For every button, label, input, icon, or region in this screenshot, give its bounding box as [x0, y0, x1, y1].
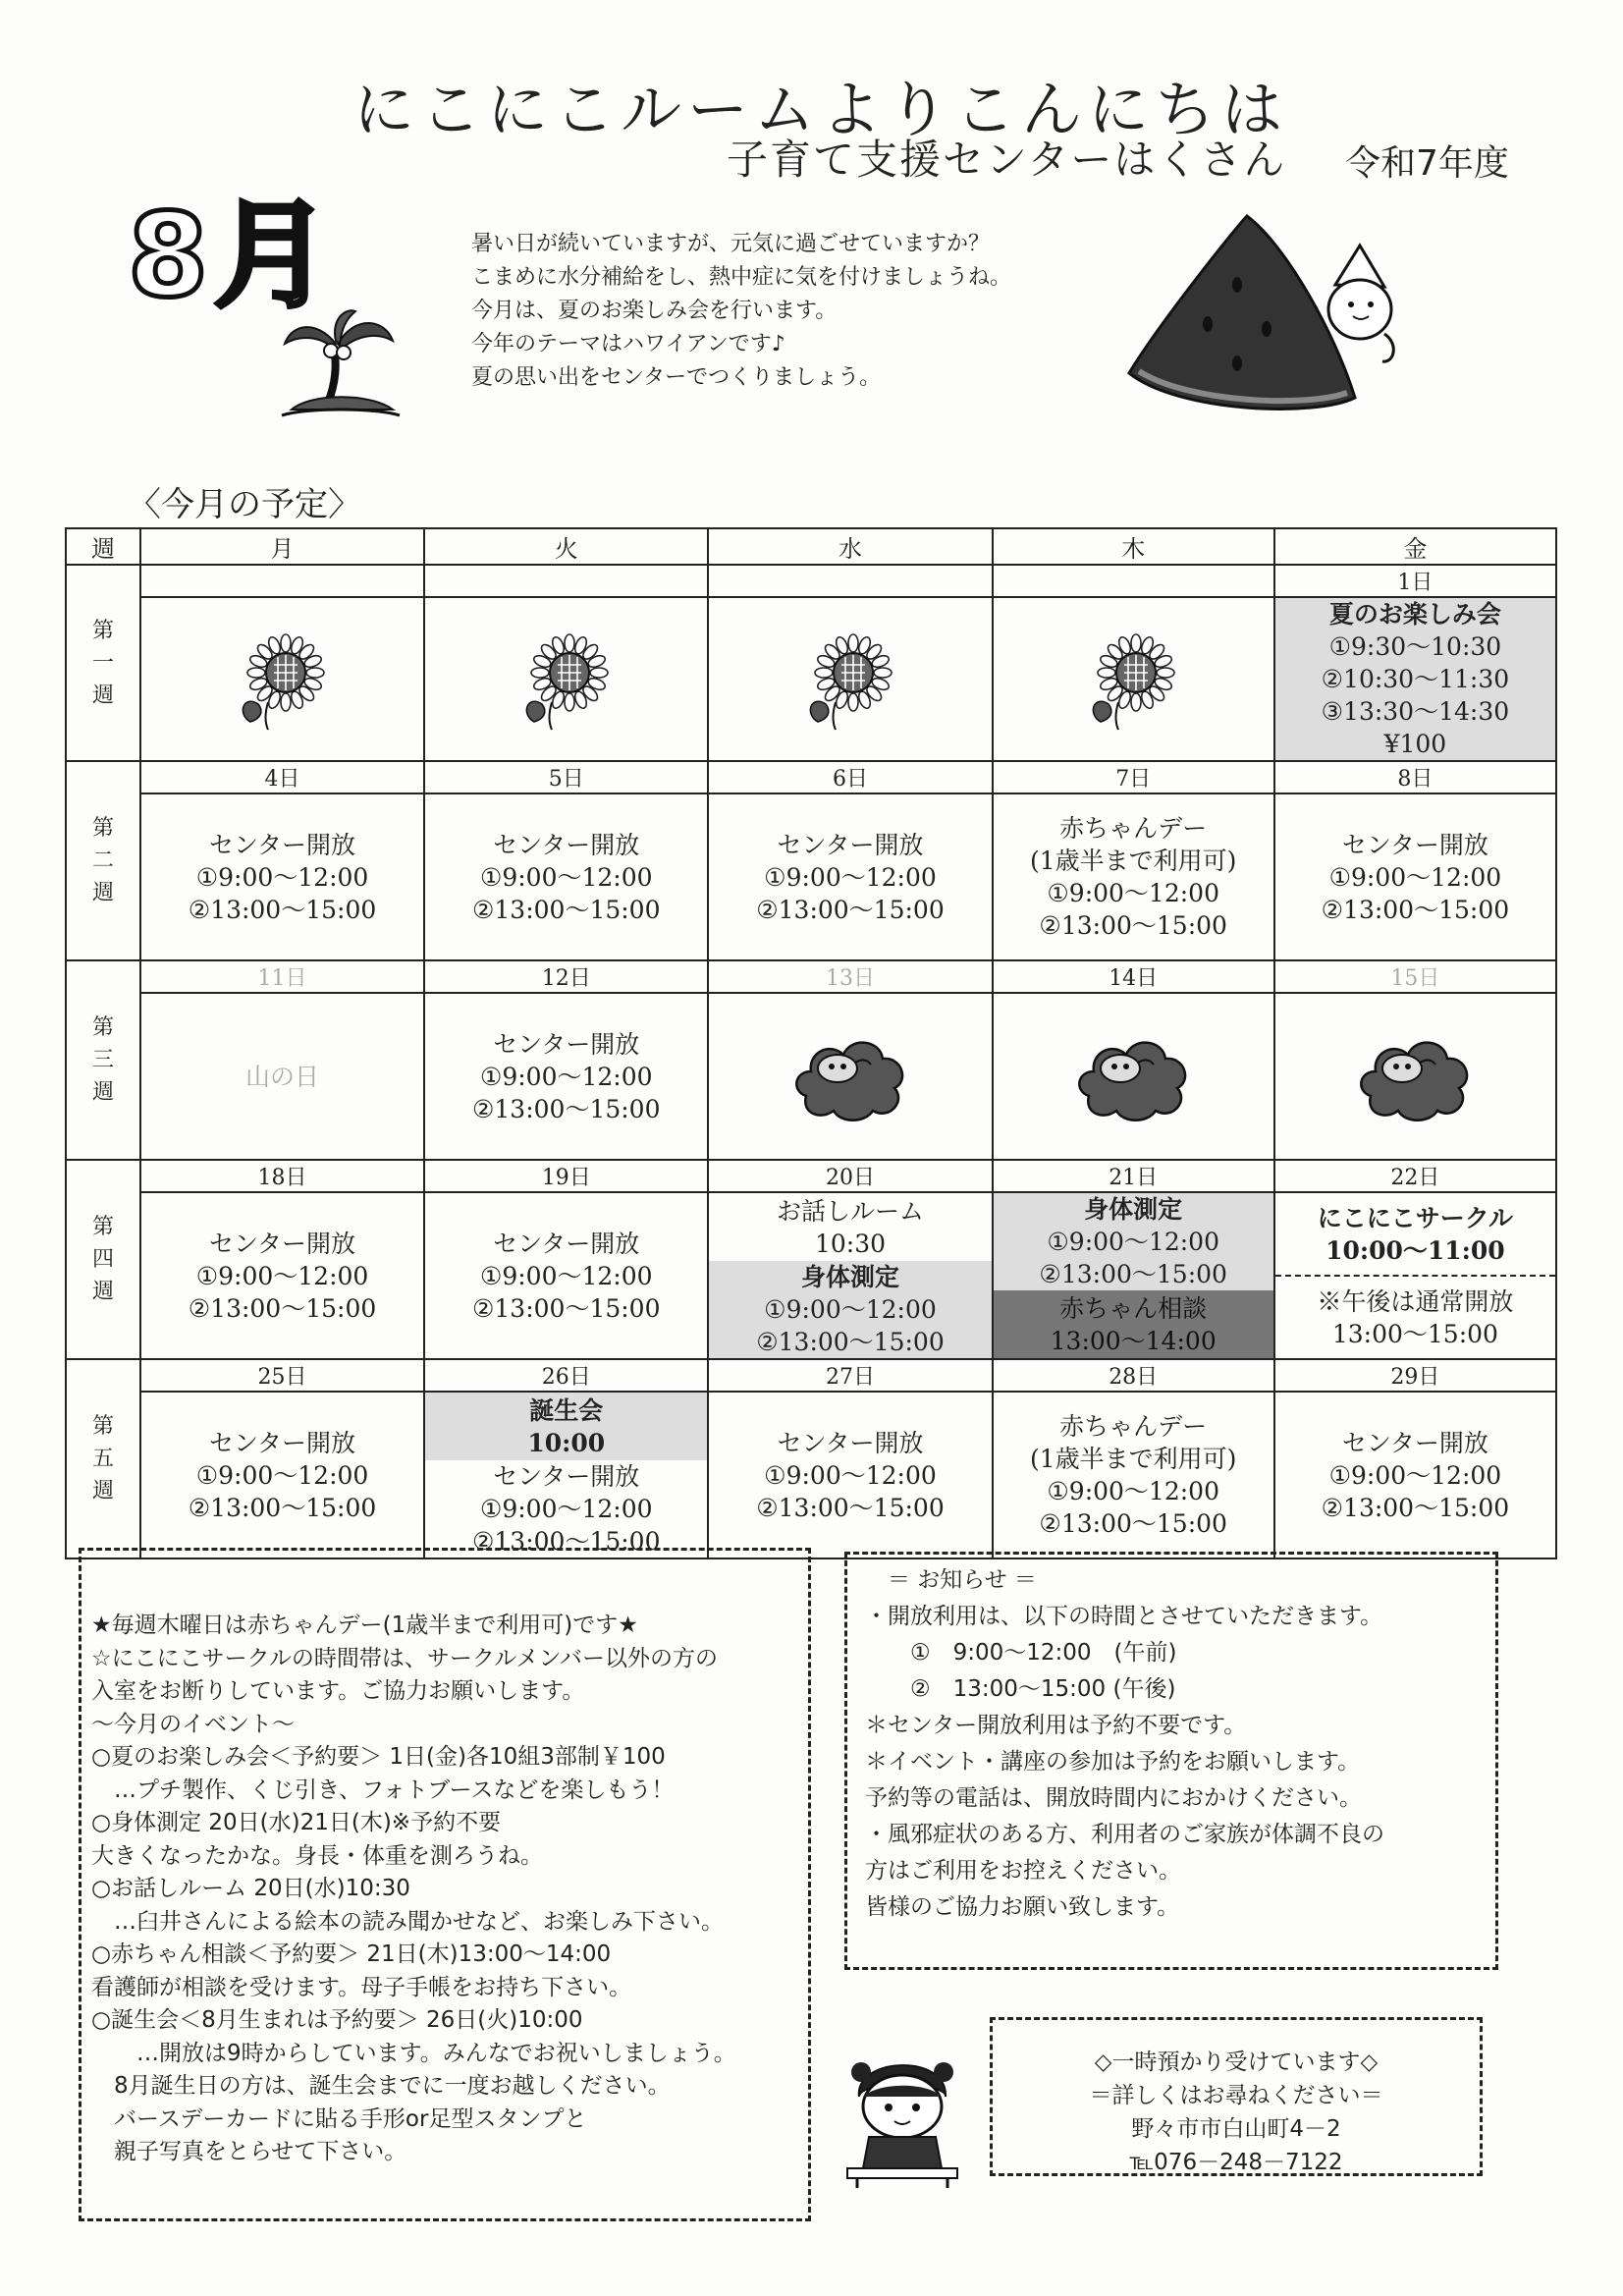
event-line: センター開放 [777, 1428, 924, 1457]
day-cell [140, 597, 424, 761]
intro-line: 今年のテーマはハワイアンです♪ [471, 332, 785, 356]
palm-island-icon [277, 300, 405, 427]
date-cell: 1日 [1274, 565, 1556, 597]
event-line: ①9:00～12:00 [195, 1460, 369, 1490]
note-line: ○お話しルーム 20日(水)10:30 [91, 1876, 410, 1901]
note-line: バースデーカードに貼る手形or足型スタンプと [91, 2105, 587, 2132]
event-line: センター開放 [493, 830, 640, 859]
date-cell: 15日 [1274, 960, 1556, 993]
week-label [66, 960, 140, 1160]
event-line: ②13:00～15:00 [756, 1493, 945, 1522]
day-cell-content [994, 1193, 1273, 1358]
bee-cloud-icon [786, 1027, 914, 1125]
day-cell [424, 1192, 708, 1359]
column-header-wed: 水 [708, 528, 992, 565]
event-block [1275, 1275, 1555, 1358]
week-label-char: 週 [91, 881, 114, 905]
date-cell [993, 565, 1274, 597]
event-line: ②13:00～15:00 [1321, 1493, 1510, 1522]
announcement-line: 予約等の電話は、開放時間内におかけください。 [865, 1785, 1362, 1811]
event-line: ②13:00～15:00 [756, 895, 945, 924]
note-line: ☆にこにこサークルの時間帯は、サークルメンバー以外の方の [91, 1645, 718, 1671]
day-cell [140, 793, 424, 960]
event-line: センター開放 [209, 1229, 356, 1258]
day-cell [993, 793, 1274, 960]
event-block [425, 1393, 707, 1460]
announcements [844, 1552, 1498, 1970]
calendar-date-row [66, 1160, 1556, 1192]
date-cell [708, 565, 992, 597]
note-line: 親子写真をとらせて下さい。 [91, 2139, 407, 2164]
day-cell [1274, 1192, 1556, 1359]
event-line: センター開放 [493, 1029, 640, 1059]
day-cell [708, 1192, 992, 1359]
day-cell [993, 993, 1274, 1160]
note-line: ○赤ちゃん相談＜予約要＞ 21日(木)13:00～14:00 [91, 1941, 612, 1967]
event-line: 10:00 [527, 1428, 606, 1457]
date-cell: 28日 [993, 1359, 1274, 1392]
event-block [709, 1193, 991, 1261]
event-line: 夏のお楽しみ会 [1328, 600, 1501, 629]
event-line: センター開放 [209, 830, 356, 859]
date-cell: 25日 [140, 1359, 424, 1392]
week-label-char: 一 [91, 650, 114, 676]
calendar-event-row [66, 993, 1556, 1160]
note-line: ～今月のイベント～ [91, 1711, 295, 1737]
event-line: ①9:00～12:00 [479, 1495, 653, 1523]
announcement-line: ＊センター開放利用は予約不要です。 [865, 1713, 1247, 1738]
event-line: ②13:00～15:00 [188, 1293, 377, 1323]
calendar-date-row [66, 960, 1556, 993]
event-line: センター開放 [209, 1428, 356, 1457]
temporary-childcare-box [990, 2017, 1483, 2176]
date-cell: 12日 [424, 960, 708, 993]
event-line: ①9:00～12:00 [479, 862, 653, 892]
column-header-fri: 金 [1274, 528, 1556, 565]
day-cell [708, 1392, 992, 1558]
week-label-char: 三 [91, 1048, 114, 1072]
event-line: 赤ちゃんデー [1059, 814, 1208, 843]
event-line: ①9:00～12:00 [195, 862, 369, 892]
event-block [994, 1290, 1273, 1358]
event-line: ※午後は通常開放 [1317, 1286, 1514, 1316]
note-line: …臼井さんによる絵本の読み聞かせなど、お楽しみ下さい。 [91, 1908, 724, 1935]
intro-message [471, 228, 1011, 395]
calendar-event-row [66, 793, 1556, 960]
center-name: 子育て支援センターはくさん [727, 136, 1287, 184]
childcare-line: ＝詳しくはお尋ねください＝ [1089, 2083, 1383, 2108]
column-header-week: 週 [66, 528, 140, 565]
week-label-char: 週 [91, 1080, 114, 1105]
childcare-phone: ℡076－248－7122 [1129, 2150, 1343, 2175]
day-cell [1274, 993, 1556, 1160]
date-cell: 26日 [424, 1359, 708, 1392]
date-cell: 8日 [1274, 761, 1556, 793]
calendar-header-row [66, 528, 1556, 565]
date-cell [140, 565, 424, 597]
sunflower-icon [513, 626, 621, 734]
event-line: ②13:00～15:00 [188, 1493, 377, 1522]
day-cell [424, 993, 708, 1160]
day-cell-content [1275, 1193, 1555, 1358]
day-cell [993, 597, 1274, 761]
events-notes [79, 1548, 811, 2221]
event-line: センター開放 [1341, 1428, 1488, 1457]
bee-cloud-icon [1069, 1027, 1197, 1125]
event-line: ③13:30～14:30 [1321, 697, 1510, 726]
event-line: センター開放 [777, 830, 924, 859]
week-label-char: 第 [91, 1215, 114, 1239]
intro-line: 今月は、夏のお楽しみ会を行います。 [471, 299, 838, 323]
event-line: にこにこサークル [1317, 1203, 1514, 1232]
note-line: …プチ製作、くじ引き、フォトブースなどを楽しもう！ [91, 1777, 675, 1803]
event-line: ②13:00～15:00 [1039, 911, 1227, 940]
event-line: ¥100 [1383, 730, 1447, 758]
event-line: ②13:00～15:00 [1039, 1509, 1227, 1538]
month-label: 8月 [128, 188, 337, 323]
event-line: ②13:00～15:00 [471, 1527, 661, 1556]
event-line: ①9:00～12:00 [195, 1261, 369, 1290]
event-line: ②13:00～15:00 [756, 1328, 945, 1356]
announcement-line: ・開放利用は、以下の時間とさせていただきます。 [865, 1604, 1383, 1629]
column-header-thu: 木 [993, 528, 1274, 565]
announcement-line: ＊イベント・講座の参加は予約をお願いします。 [865, 1749, 1361, 1775]
week-label-char: 五 [91, 1447, 114, 1471]
event-line: センター開放 [493, 1462, 640, 1491]
note-line: 8月誕生日の方は、誕生会までに一度お越しください。 [91, 2073, 671, 2099]
week-label-char: 週 [91, 1280, 114, 1304]
note-line: ○誕生会＜8月生まれは予約要＞ 26日(火)10:00 [91, 2007, 583, 2033]
announcement-line: ② 13:00～15:00 (午後) [865, 1676, 1176, 1702]
note-line: …開放は9時からしています。みんなでお祝いしましょう。 [91, 2040, 736, 2066]
event-line: ②13:00～15:00 [471, 895, 661, 924]
week-label [66, 1359, 140, 1558]
event-line: 10:00～11:00 [1325, 1235, 1505, 1265]
intro-line: 夏の思い出をセンターでつくりましょう。 [471, 365, 882, 390]
event-line: ①9:00～12:00 [479, 1062, 653, 1091]
event-line: ①9:30～10:30 [1328, 632, 1502, 661]
event-line: 赤ちゃんデー [1059, 1412, 1208, 1441]
page-title: にこにこルームよりこんにちは [353, 74, 1289, 145]
date-cell: 20日 [708, 1160, 992, 1192]
note-line: 入室をお断りしています。ご協力お願いします。 [91, 1678, 585, 1704]
note-line: ○夏のお楽しみ会＜予約要＞ 1日(金)各10組3部制￥100 [91, 1744, 666, 1770]
day-cell [140, 1392, 424, 1558]
day-cell [1274, 793, 1556, 960]
column-header-mon: 月 [140, 528, 424, 565]
sunflower-icon [796, 626, 904, 734]
watermelon-icon [1119, 206, 1414, 432]
calendar-table [65, 527, 1557, 1559]
day-cell [993, 1192, 1274, 1359]
event-line: センター開放 [493, 1229, 640, 1258]
event-line: 10:30 [814, 1229, 886, 1258]
week-label [66, 761, 140, 960]
date-cell: 5日 [424, 761, 708, 793]
schedule-heading: 〈今月の予定〉 [128, 485, 361, 524]
monthly-calendar [65, 527, 1557, 1556]
day-cell [424, 793, 708, 960]
week-label-char: 週 [91, 683, 114, 708]
event-line: (1歳半まで利用可) [1029, 1445, 1237, 1473]
note-line: 大きくなったかな。身長・体重を測ろうね。 [91, 1842, 543, 1869]
event-line: ①9:00～12:00 [764, 1295, 937, 1324]
event-block [425, 1460, 707, 1558]
event-line: センター開放 [1341, 830, 1488, 859]
date-cell: 29日 [1274, 1359, 1556, 1392]
column-header-tue: 火 [424, 528, 708, 565]
week-label-char: 二 [91, 848, 114, 873]
event-line: ②13:00～15:00 [471, 1094, 661, 1123]
day-cell [993, 1392, 1274, 1558]
week-label-char: 第 [91, 816, 114, 841]
date-cell: 27日 [708, 1359, 992, 1392]
calendar-event-row [66, 1192, 1556, 1359]
event-line: 身体測定 [800, 1263, 899, 1291]
sunflower-icon [229, 626, 337, 734]
event-line: ①9:00～12:00 [479, 1261, 653, 1290]
announcements-heading: ＝ お知らせ ＝ [865, 1567, 1037, 1593]
day-cell [140, 1192, 424, 1359]
event-line: 誕生会 [529, 1395, 604, 1425]
event-line: ②13:00～15:00 [188, 895, 377, 924]
event-line: (1歳半まで利用可) [1029, 847, 1237, 875]
intro-line: 暑い日が続いていますが、元気に過ごせていますか？ [471, 232, 991, 256]
event-line: 13:00～14:00 [1050, 1326, 1217, 1355]
note-line: 看護師が相談を受けます。母子手帳をお持ち下さい。 [91, 1974, 632, 2000]
calendar-date-row [66, 1359, 1556, 1392]
sunflower-icon [1079, 626, 1187, 734]
event-line: ①9:00～12:00 [1047, 1477, 1219, 1505]
date-cell: 14日 [993, 960, 1274, 993]
announcement-line: 方はご利用をお控えください。 [865, 1858, 1181, 1884]
date-cell: 13日 [708, 960, 992, 993]
day-cell [708, 993, 992, 1160]
event-line: ②13:00～15:00 [1321, 895, 1510, 924]
event-line: ①9:00～12:00 [764, 1460, 937, 1490]
date-cell: 21日 [993, 1160, 1274, 1192]
event-line: ②13:00～15:00 [1039, 1260, 1227, 1288]
calendar-event-row [66, 1392, 1556, 1558]
week-label-char: 第 [91, 1414, 114, 1439]
day-cell [424, 1392, 708, 1558]
calendar-event-row [66, 597, 1556, 761]
date-cell [424, 565, 708, 597]
day-cell [1274, 1392, 1556, 1558]
date-cell: 6日 [708, 761, 992, 793]
event-line: ①9:00～12:00 [1328, 1460, 1502, 1490]
week-label [66, 1160, 140, 1359]
event-block [709, 1261, 991, 1358]
date-cell: 18日 [140, 1160, 424, 1192]
event-line: 13:00～15:00 [1331, 1319, 1498, 1348]
day-cell [140, 993, 424, 1160]
day-cell-content [425, 1393, 707, 1558]
event-line: ②13:00～15:00 [471, 1293, 661, 1323]
event-line: 山の日 [245, 1062, 320, 1091]
date-cell: 7日 [993, 761, 1274, 793]
child-mascot-icon [839, 2043, 967, 2190]
fiscal-year: 令和7年度 [1345, 143, 1509, 184]
date-cell: 19日 [424, 1160, 708, 1192]
event-block [994, 1193, 1273, 1290]
day-cell [1274, 597, 1556, 761]
event-line: ①9:00～12:00 [1047, 1228, 1219, 1256]
day-cell-content [709, 1193, 991, 1358]
intro-line: こまめに水分補給をし、熱中症に気を付けましょうね。 [471, 265, 1012, 290]
event-line: 身体測定 [1084, 1195, 1183, 1224]
event-line: 赤ちゃん相談 [1059, 1293, 1208, 1323]
announcement-line: ・風邪症状のある方、利用者のご家族が体調不良の [865, 1822, 1384, 1847]
calendar-date-row [66, 761, 1556, 793]
date-cell: 11日 [140, 960, 424, 993]
week-label-char: 第 [91, 1015, 114, 1040]
event-line: ②10:30～11:30 [1321, 665, 1510, 693]
event-line: ①9:00～12:00 [764, 862, 937, 892]
day-cell [708, 793, 992, 960]
week-label [66, 565, 140, 761]
note-line: ○身体測定 20日(水)21日(木)※予約不要 [91, 1810, 502, 1835]
event-line: ①9:00～12:00 [1047, 879, 1219, 907]
note-line: ★毎週木曜日は赤ちゃんデー(1歳半まで利用可)です★ [91, 1613, 638, 1638]
event-line: お話しルーム [776, 1196, 924, 1226]
day-cell [424, 597, 708, 761]
bee-cloud-icon [1351, 1027, 1479, 1125]
week-label-char: 四 [91, 1247, 114, 1272]
week-label-char: 週 [91, 1479, 114, 1503]
date-cell: 4日 [140, 761, 424, 793]
day-cell [708, 597, 992, 761]
childcare-line: ◇一時預かり受けています◇ [1094, 2050, 1379, 2075]
calendar-date-row [66, 565, 1556, 597]
childcare-address: 野々市市白山町4－2 [1131, 2116, 1341, 2142]
event-block [1275, 1193, 1555, 1275]
date-cell: 22日 [1274, 1160, 1556, 1192]
announcement-line: 皆様のご協力お願い致します。 [865, 1894, 1180, 1920]
announcement-line: ① 9:00～12:00 (午前) [865, 1640, 1177, 1666]
week-label-char: 第 [91, 618, 114, 643]
event-line: ①9:00～12:00 [1328, 862, 1502, 892]
